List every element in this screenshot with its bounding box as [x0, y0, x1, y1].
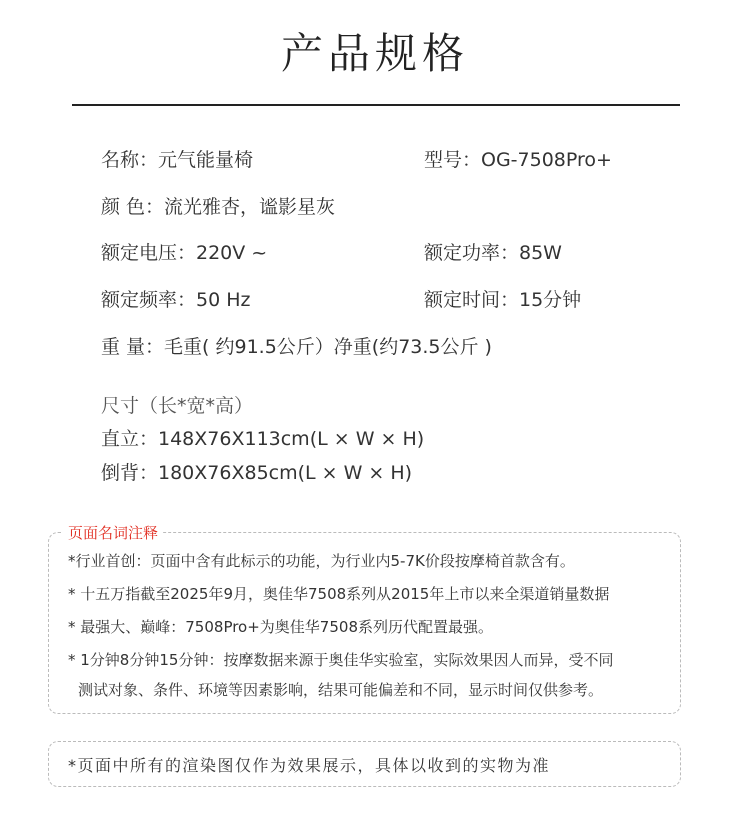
spec-time: 额定时间：15分钟	[424, 289, 582, 311]
note-item: * 十五万指截至2025年9月，奥佳华7508系列从2015年上市以来全渠道销量数据	[68, 585, 610, 603]
spec-weight: 重 量：毛重( 约91.5公斤）净重(约73.5公斤 )	[101, 336, 492, 358]
dimensions-reclined: 倒背：180X76X85cm(L × W × H)	[101, 462, 413, 484]
note-item: * 最强大、巅峰：7508Pro+为奥佳华7508系列历代配置最强。	[68, 618, 493, 636]
title-divider	[72, 104, 680, 106]
note-item-continuation: 测试对象、条件、环境等因素影响，结果可能偏差和不同，显示时间仅供参考。	[78, 681, 604, 699]
spec-model: 型号：OG-7508Pro+	[424, 149, 612, 171]
spec-color: 颜 色：流光雅杏，谧影星灰	[101, 196, 336, 218]
dimensions-heading: 尺寸（长*宽*高）	[101, 395, 254, 417]
spec-name: 名称：元气能量椅	[101, 149, 254, 171]
dimensions-upright: 直立：148X76X113cm(L × W × H)	[101, 428, 425, 450]
note-item: * 1分钟8分钟15分钟：按摩数据来源于奥佳华实验室，实际效果因人而异，受不同	[68, 651, 614, 669]
note-item: *行业首创：页面中含有此标示的功能，为行业内5-7K价段按摩椅首款含有。	[68, 552, 575, 570]
spec-frequency: 额定频率：50 Hz	[101, 289, 251, 311]
spec-voltage: 额定电压：220V ~	[101, 242, 268, 264]
spec-power: 额定功率：85W	[424, 242, 562, 264]
page-title: 产品规格	[280, 29, 469, 78]
notes-title: 页面名词注释	[63, 523, 163, 543]
disclaimer-text: *页面中所有的渲染图仅作为效果展示，具体以收到的实物为准	[68, 756, 551, 775]
